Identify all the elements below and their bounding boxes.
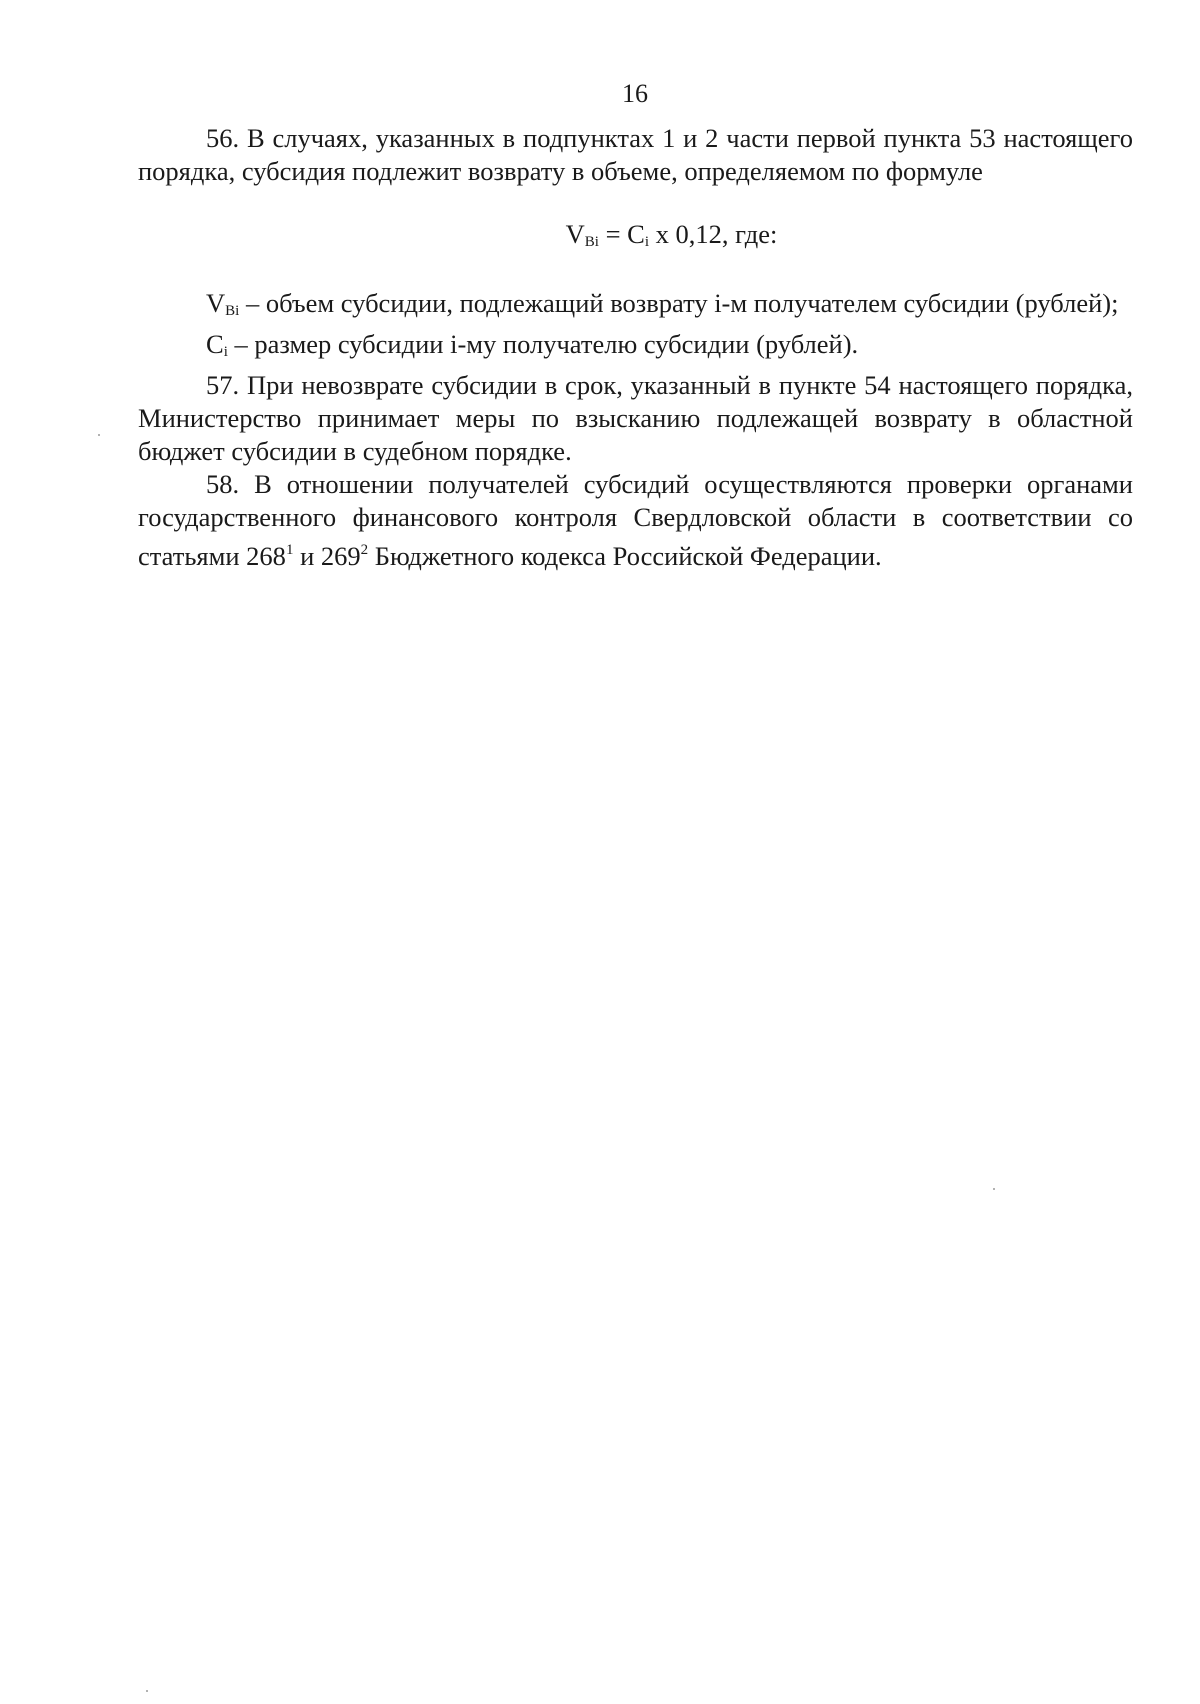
paragraph-58-text-c: Бюджетного кодекса Российской Федерации.: [368, 541, 882, 571]
paragraph-56: 56. В случаях, указанных в подпунктах 1 и 2 части первой пункта 53 настоящего порядка, субсидия подлежит возврату в объеме, определяемом по формуле: [138, 123, 1133, 186]
formula-equals-c: = C: [598, 219, 645, 249]
formula-v: V: [565, 219, 585, 249]
formula: [138, 218, 1133, 259]
definition-c-subscript: i: [223, 344, 228, 360]
definition-v-symbol: V: [206, 288, 226, 318]
scan-speck: [146, 1690, 148, 1692]
definition-c-text: – размер субсидии i-му получателю субсидии (рублей).: [227, 329, 859, 359]
paragraph-58-superscript-b: 2: [360, 542, 369, 558]
formula-rest: x 0,12, где:: [649, 219, 778, 249]
paragraph-58-superscript-a: 1: [285, 542, 294, 558]
paragraph-58: [138, 468, 1133, 573]
page-number: 16: [622, 79, 648, 108]
formula-c-subscript: i: [644, 234, 650, 250]
definition-c-symbol: C: [206, 329, 224, 359]
definition-v: [138, 287, 1133, 328]
scan-speck: [993, 1188, 995, 1190]
definition-c: [138, 328, 1133, 369]
document-body: [138, 122, 1133, 573]
paragraph-58-text-b: и 269: [293, 541, 361, 571]
formula-v-subscript: Bi: [584, 234, 599, 250]
paragraph-57: 57. При невозврате субсидии в срок, указанный в пункте 54 настоящего порядка, Министерство принимает меры по взысканию подлежащей возврату в областной бюджет субсидии в судебном порядке.: [138, 370, 1133, 466]
paragraph-58-text-a: 58. В отношении получателей субсидий осуществляются проверки органами государственного финансового контроля Свердловской области в соответствии со статьями 268: [138, 469, 1133, 571]
definition-v-text: – объем субсидии, подлежащий возврату i-м получателем субсидии (рублей);: [239, 288, 1119, 318]
scan-speck: [98, 434, 100, 436]
definition-v-subscript: Bi: [225, 303, 240, 319]
